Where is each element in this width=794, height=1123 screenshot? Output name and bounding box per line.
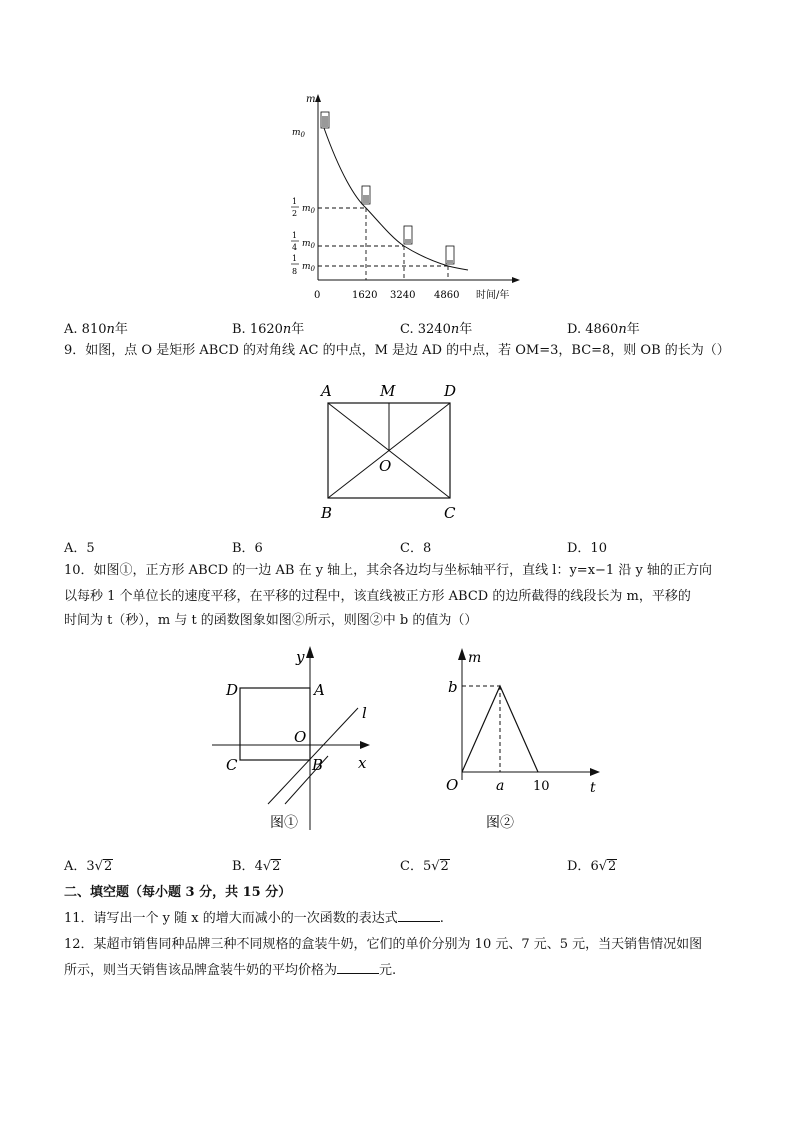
decay-chart-svg — [280, 88, 530, 308]
x-tick: 1620 — [352, 290, 378, 301]
label-o: O — [379, 457, 392, 475]
label-o: O — [294, 728, 307, 746]
container-icon — [321, 112, 329, 128]
q10-option-d: D．6√2 — [567, 859, 617, 874]
q8-option-d: D. 4860n年 — [567, 322, 640, 337]
q12-line-2: 所示，则当天销售该品牌盒装牛奶的平均价格为 元. — [64, 958, 396, 984]
tick-eighth-den: 8 — [292, 267, 298, 276]
q10-line-1: 10．如图①，正方形 ABCD 的一边 AB 在 y 轴上，其余各边均与坐标轴平行，直线 l：y=x−1 沿 y 轴的正方向 — [64, 563, 712, 578]
q11-answer-blank[interactable] — [398, 907, 440, 922]
square-abcd — [240, 688, 310, 760]
container-icon — [362, 186, 370, 204]
y-axis-arrow — [315, 94, 321, 102]
x-tick: 3240 — [390, 290, 416, 301]
tick-quarter-num: 1 — [292, 231, 298, 240]
section-2-heading: 二、填空题（每小题 3 分，共 15 分） — [64, 885, 292, 900]
label-l: l — [362, 704, 367, 722]
label-a: A — [321, 382, 332, 400]
caption-fig2: 图② — [486, 815, 514, 831]
label-c: C — [444, 504, 456, 522]
label-a: A — [314, 681, 325, 699]
label-b: B — [321, 504, 333, 522]
q12-answer-blank[interactable] — [337, 959, 379, 974]
q10-option-a: A．3√2 — [64, 859, 113, 874]
label-t: t — [590, 780, 596, 796]
tick-m0: $m_0$ — [292, 128, 306, 139]
label-d: D — [444, 382, 457, 400]
tick-half-num: 1 — [292, 197, 298, 206]
q9-option-b: B．6 — [232, 541, 263, 556]
q10-line-2: 以每秒 1 个单位长的速度平移，在平移的过程中，该直线被正方形 ABCD 的边所截得的线段长为 m，平移的 — [64, 589, 691, 604]
y-axis-label: m — [306, 94, 316, 105]
q8-decay-chart — [280, 88, 530, 308]
label-x: x — [358, 754, 367, 772]
x-axis-label: 时间/年 — [476, 290, 510, 301]
q9-option-d: D．10 — [567, 541, 607, 556]
label-y: y — [296, 648, 305, 666]
q9-rectangle-figure — [316, 378, 466, 528]
label-b: b — [448, 678, 458, 696]
tick-quarter-den: 4 — [292, 243, 298, 252]
label-b: B — [312, 756, 324, 774]
x-tick: 4860 — [434, 290, 460, 301]
label-m: M — [380, 382, 396, 400]
origin-label: 0 — [314, 290, 321, 301]
label-10: 10 — [533, 779, 550, 794]
q10-figure-2 — [440, 640, 610, 840]
label-o: O — [446, 776, 459, 794]
q10-option-b: B．4√2 — [232, 859, 281, 874]
tick-quarter-m: $m_0$ — [302, 239, 316, 250]
label-m: m — [468, 650, 482, 666]
q9-option-a: A．5 — [64, 541, 95, 556]
container-icon — [446, 246, 454, 264]
q8-option-a: A. 810n年 — [64, 322, 128, 337]
tick-eighth-m: $m_0$ — [302, 262, 316, 273]
container-icon — [404, 226, 412, 244]
label-d: D — [226, 681, 239, 699]
q10-figure-1 — [200, 640, 390, 840]
q9-text: 9．如图，点 O 是矩形 ABCD 的对角线 AC 的中点，M 是边 AD 的中点，若 OM=3，BC=8，则 OB 的长为（） — [64, 343, 730, 358]
label-c: C — [226, 756, 238, 774]
caption-fig1: 图① — [270, 815, 298, 831]
q11-text: 11．请写出一个 y 随 x 的增大而减小的一次函数的表达式 . — [64, 906, 444, 932]
label-a: a — [496, 778, 505, 794]
q10-option-c: C．5√2 — [400, 859, 449, 874]
q10-line-3: 时间为 t（秒），m 与 t 的函数图象如图②所示，则图②中 b 的值为（） — [64, 613, 478, 628]
x-axis-arrow — [512, 277, 520, 283]
q8-option-b: B. 1620n年 — [232, 322, 305, 337]
q8-option-c: C. 3240n年 — [400, 322, 473, 337]
q12-line-1: 12．某超市销售同种品牌三种不同规格的盒装牛奶，它们的单价分别为 10 元、7 元、5 元，当天销售情况如图 — [64, 937, 703, 952]
tick-half-m: $m_0$ — [302, 204, 316, 215]
q9-option-c: C．8 — [400, 541, 432, 556]
tick-half-den: 2 — [292, 209, 298, 218]
tick-eighth-num: 1 — [292, 254, 298, 263]
